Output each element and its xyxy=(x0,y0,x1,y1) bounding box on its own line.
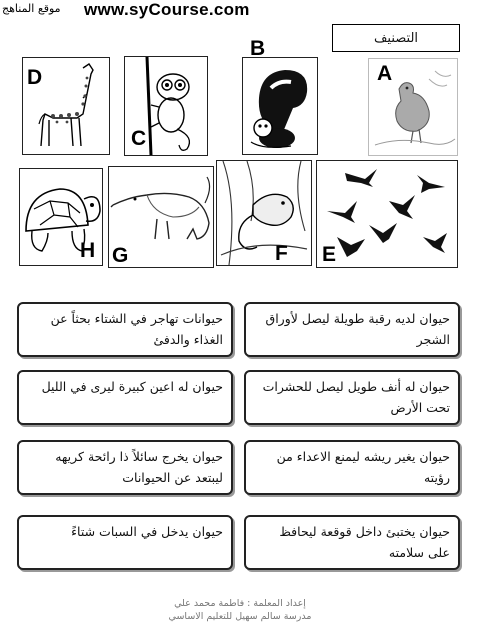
card-hibernation: حيوان يدخل في السبات شتاءً xyxy=(17,515,233,570)
card-big-eyes: حيوان له اعين كبيرة ليرى في الليل xyxy=(17,370,233,425)
card-feathers: حيوان يغير ريشه ليمنع الاعداء من رؤيته xyxy=(244,440,460,495)
card-migration: حيوانات تهاجر في الشتاء بحثاً عن الغذاء والدفئ xyxy=(17,302,233,357)
picture-birds xyxy=(316,160,458,268)
label-g: G xyxy=(112,244,129,267)
label-b: B xyxy=(250,37,266,60)
site-name-arabic: موقع المناهج xyxy=(2,2,61,15)
footer-school: مدرسة سالم سهيل للتعليم الاساسي xyxy=(168,611,312,622)
label-e: E xyxy=(322,243,337,266)
squirrel-icon xyxy=(217,161,311,265)
skunk-icon xyxy=(243,58,317,154)
picture-squirrel xyxy=(216,160,312,266)
label-c: C xyxy=(131,127,147,150)
card-smell: حيوان يخرج سائلاً ذا رائحة كريهه ليبتعد عن الحيوانات xyxy=(17,440,233,495)
page-title: التصنيف xyxy=(332,24,460,52)
label-d: D xyxy=(27,66,43,89)
card-long-nose: حيوان له أنف طويل ليصل للحشرات تحت الأرض xyxy=(244,370,460,425)
site-url[interactable]: www.syCourse.com xyxy=(84,0,250,19)
site-header xyxy=(0,1,480,19)
card-long-neck: حيوان لديه رقبة طويلة ليصل لأوراق الشجر xyxy=(244,302,460,357)
label-f: F xyxy=(275,242,288,265)
birds-icon xyxy=(317,161,457,267)
label-a: A xyxy=(377,62,393,85)
label-h: H xyxy=(80,239,96,262)
footer-author: إعداد المعلمة : فاطمة محمد علي xyxy=(174,598,306,609)
picture-skunk xyxy=(242,57,318,155)
card-shell: حيوان يختبئ داخل قوقعة ليحافظ على سلامته xyxy=(244,515,460,570)
